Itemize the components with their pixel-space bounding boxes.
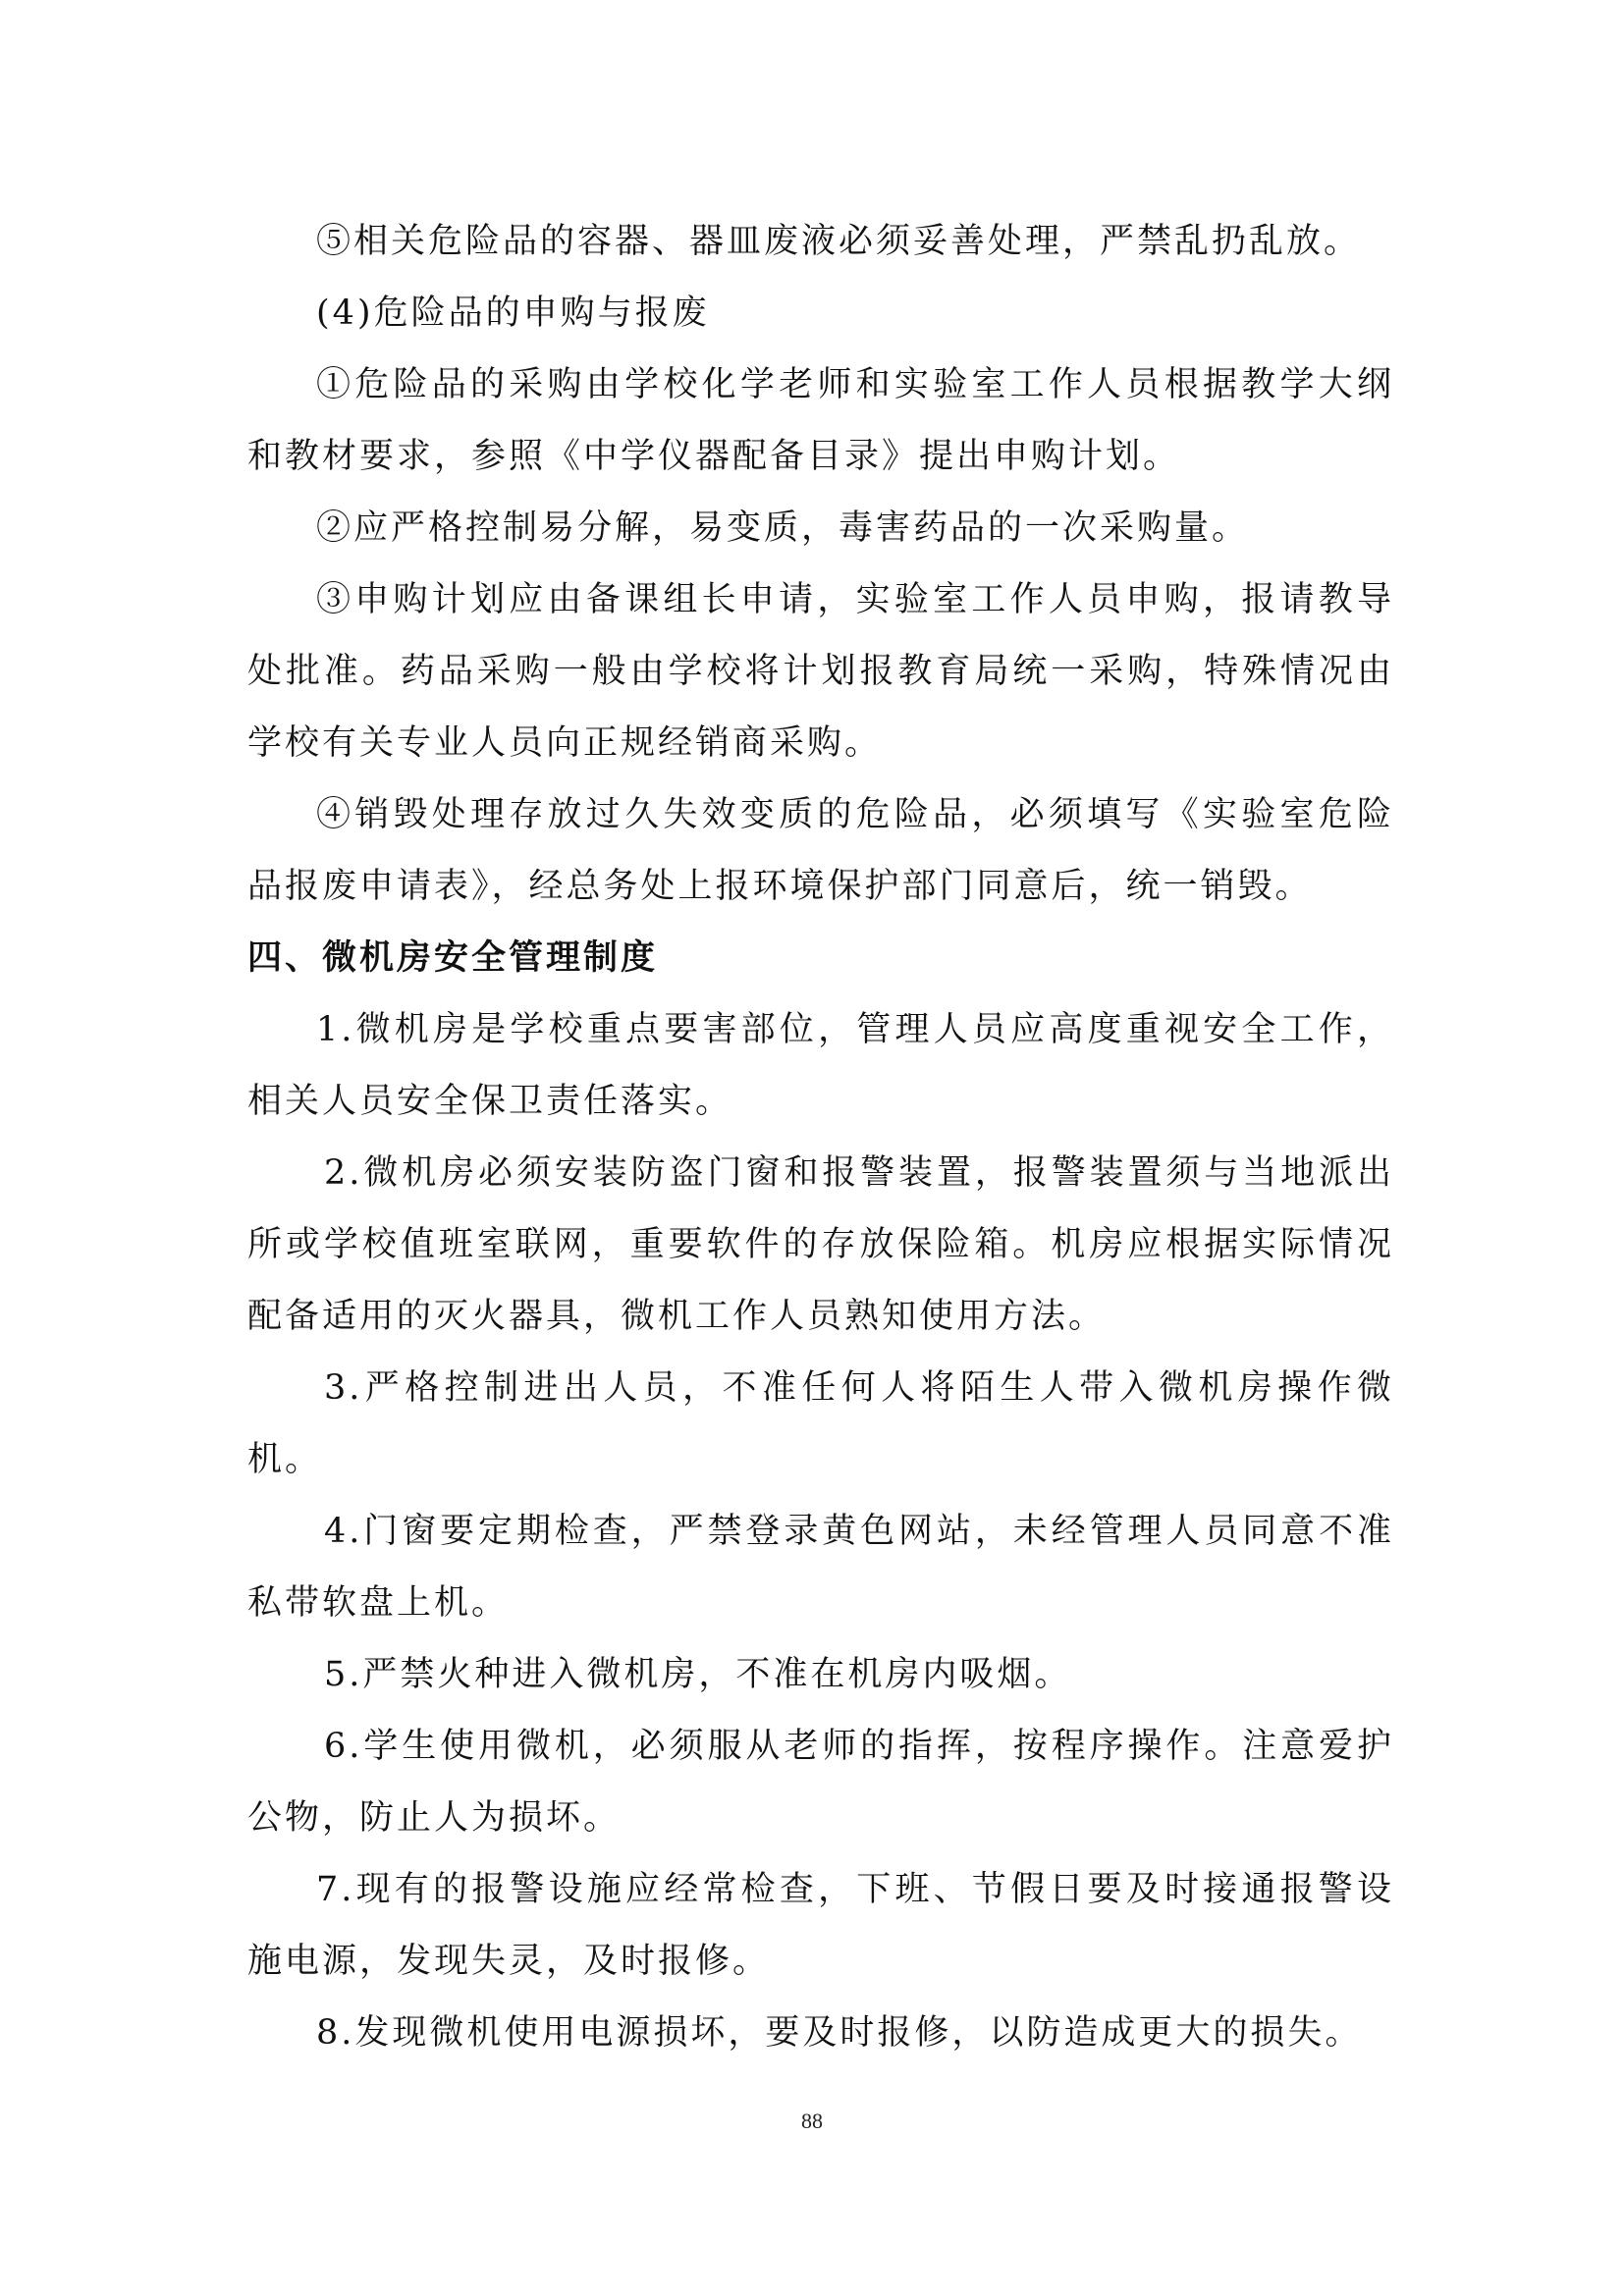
paragraph-item-1: ①危险品的采购由学校化学老师和实验室工作人员根据教学大纲和教材要求，参照《中学仪器配备目录》提出申购计划。	[247, 365, 1394, 476]
rule-item-7: 7.现有的报警设施应经常检查，下班、节假日要及时接通报警设施电源，发现失灵，及时报修。	[247, 1870, 1394, 1981]
rule-item-6: 6.学生使用微机，必须服从老师的指挥，按程序操作。注意爱护公物，防止人为损坏。	[247, 1727, 1394, 1838]
page-body	[247, 206, 1394, 2069]
page-number: 88	[801, 2109, 823, 2133]
rule-item-8: 8.发现微机使用电源损坏，要及时报修，以防造成更大的损失。	[316, 2013, 1363, 2053]
rule-item-4: 4.门窗要定期检查，严禁登录黄色网站，未经管理人员同意不准私带软盘上机。	[247, 1512, 1394, 1623]
subsection-title: (4)危险品的申购与报废	[316, 294, 710, 333]
paragraph-item-3: ③申购计划应由备课组长申请，实验室工作人员申购，报请教导处批准。药品采购一般由学校将计划报教育局统一采购，特殊情况由学校有关专业人员向正规经销商采购。	[247, 580, 1394, 763]
section-heading: 四、微机房安全管理制度	[247, 938, 659, 978]
paragraph-item-5: ⑤相关危险品的容器、器皿废液必须妥善处理，严禁乱扔乱放。	[316, 222, 1362, 261]
rule-item-2: 2.微机房必须安装防盗门窗和报警装置，报警装置须与当地派出所或学校值班室联网，重要软件的存放保险箱。机房应根据实际情况配备适用的灭火器具，微机工作人员熟知使用方法。	[247, 1153, 1394, 1336]
rule-item-5: 5.严禁火种进入微机房，不准在机房内吸烟。	[324, 1655, 1072, 1694]
paragraph-item-2: ②应严格控制易分解，易变质，毒害药品的一次采购量。	[316, 508, 1250, 548]
paragraph-item-4: ④销毁处理存放过久失效变质的危险品，必须填写《实验室危险品报废申请表》，经总务处上报环境保护部门同意后，统一销毁。	[247, 795, 1394, 906]
rule-item-3: 3.严格控制进出人员，不准任何人将陌生人带入微机房操作微机。	[247, 1368, 1394, 1479]
rule-item-1: 1.微机房是学校重点要害部位，管理人员应高度重视安全工作，相关人员安全保卫责任落实。	[247, 1010, 1394, 1121]
